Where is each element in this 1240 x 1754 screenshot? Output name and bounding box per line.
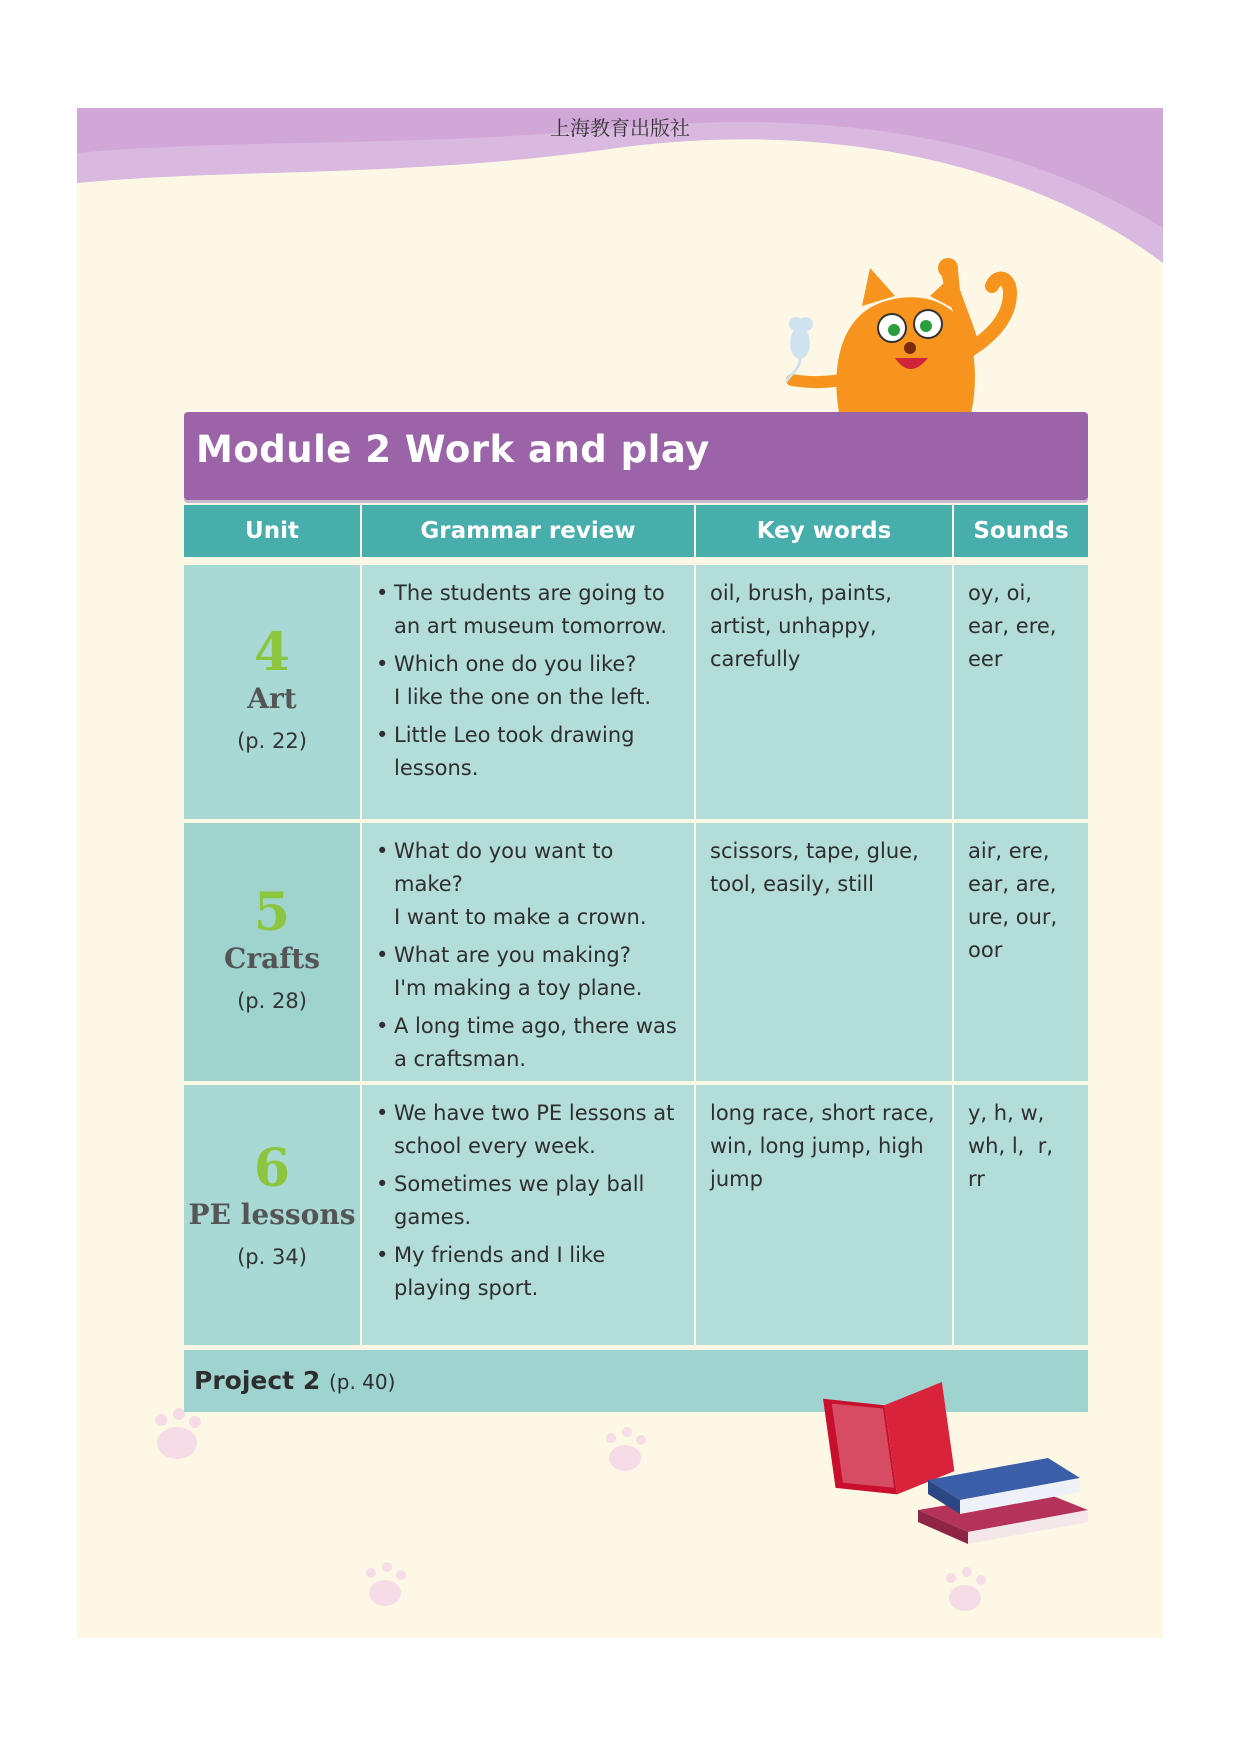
- grammar-line: games.: [394, 1205, 472, 1229]
- table-header-cell: Grammar review: [362, 505, 694, 557]
- grammar-item: [376, 648, 686, 714]
- unit-number: 4: [253, 622, 291, 683]
- module-header: [184, 412, 1088, 500]
- grammar-item: [376, 835, 686, 934]
- bullet-icon: •: [376, 581, 389, 605]
- bullet-icon: •: [376, 943, 389, 967]
- bullet-icon: •: [376, 723, 389, 747]
- table-header-cell: Sounds: [954, 505, 1088, 557]
- grammar-line: What are you making?: [394, 943, 631, 967]
- unit-name: PE lessons: [188, 1198, 356, 1231]
- key-words-cell: [696, 823, 952, 1081]
- key-words-cell: [696, 565, 952, 819]
- grammar-review-cell: [362, 823, 694, 1081]
- sounds-line: wh, l, r,: [968, 1134, 1054, 1158]
- paw-print-decoration: [357, 1553, 417, 1613]
- sounds-line: oor: [968, 938, 1003, 962]
- key-words-line: win, long jump, high: [710, 1134, 924, 1158]
- bullet-icon: •: [376, 1243, 389, 1267]
- sounds-line: ear, are,: [968, 872, 1057, 896]
- module-title: Module 2 Work and play: [196, 428, 710, 471]
- key-words-line: jump: [710, 1167, 763, 1191]
- unit-number: 5: [253, 882, 291, 943]
- publisher-name: 上海教育出版社: [550, 116, 690, 140]
- bullet-icon: •: [376, 839, 389, 863]
- bullet-icon: •: [376, 1172, 389, 1196]
- sounds-cell: [954, 823, 1088, 1081]
- grammar-line: The students are going to: [394, 581, 665, 605]
- unit-name: Art: [247, 682, 297, 715]
- key-words-line: oil, brush, paints,: [710, 581, 892, 605]
- grammar-line: My friends and I like: [394, 1243, 606, 1267]
- sounds-line: ure, our,: [968, 905, 1058, 929]
- grammar-line: make?: [394, 872, 463, 896]
- grammar-line: I like the one on the left.: [394, 685, 652, 709]
- sounds-line: eer: [968, 647, 1003, 671]
- grammar-line: playing sport.: [394, 1276, 539, 1300]
- grammar-item: [376, 939, 686, 1005]
- grammar-item: [376, 1239, 686, 1305]
- grammar-line: lessons.: [394, 756, 479, 780]
- key-words-line: scissors, tape, glue,: [710, 839, 919, 863]
- grammar-line: Which one do you like?: [394, 652, 637, 676]
- grammar-item: [376, 1097, 686, 1163]
- paw-print-decoration: [597, 1418, 657, 1478]
- sounds-line: oy, oi,: [968, 581, 1032, 605]
- grammar-item: [376, 719, 686, 785]
- grammar-line: We have two PE lessons at: [394, 1101, 675, 1125]
- grammar-line: school every week.: [394, 1134, 596, 1158]
- grammar-line: What do you want to: [394, 839, 614, 863]
- project-label: Project 2: [194, 1366, 321, 1395]
- grammar-line: A long time ago, there was: [394, 1014, 677, 1038]
- project-page: (p. 40): [328, 1370, 396, 1394]
- unit-cell: [184, 823, 360, 1081]
- sounds-cell: [954, 1085, 1088, 1345]
- key-words-line: carefully: [710, 647, 801, 671]
- bullet-icon: •: [376, 1014, 389, 1038]
- bullet-icon: •: [376, 1101, 389, 1125]
- grammar-line: a craftsman.: [394, 1047, 527, 1071]
- grammar-line: an art museum tomorrow.: [394, 614, 667, 638]
- unit-page: (p. 34): [237, 1245, 307, 1269]
- unit-cell: [184, 565, 360, 819]
- grammar-item: [376, 1168, 686, 1234]
- key-words-line: tool, easily, still: [710, 872, 874, 896]
- unit-cell: [184, 1085, 360, 1345]
- grammar-line: Sometimes we play ball: [394, 1172, 645, 1196]
- sounds-line: air, ere,: [968, 839, 1050, 863]
- grammar-line: Little Leo took drawing: [394, 723, 635, 747]
- books-illustration: [818, 1360, 1098, 1550]
- paw-print-decoration: [937, 1558, 997, 1618]
- grammar-line: I'm making a toy plane.: [394, 976, 643, 1000]
- grammar-review-cell: [362, 565, 694, 819]
- unit-number: 6: [253, 1138, 291, 1199]
- grammar-review-cell: [362, 1085, 694, 1345]
- key-words-line: artist, unhappy,: [710, 614, 877, 638]
- sounds-cell: [954, 565, 1088, 819]
- table-header-cell: Unit: [184, 505, 360, 557]
- grammar-item: [376, 577, 686, 643]
- grammar-line: I want to make a crown.: [394, 905, 647, 929]
- table-header-cell: Key words: [696, 505, 952, 557]
- unit-page: (p. 22): [237, 729, 307, 753]
- bullet-icon: •: [376, 652, 389, 676]
- grammar-item: [376, 1010, 686, 1076]
- key-words-cell: [696, 1085, 952, 1345]
- key-words-line: long race, short race,: [710, 1101, 935, 1125]
- unit-name: Crafts: [224, 942, 320, 975]
- cat-with-mouse-illustration: [770, 258, 1030, 418]
- sounds-line: y, h, w,: [968, 1101, 1045, 1125]
- unit-page: (p. 28): [237, 989, 307, 1013]
- sounds-line: ear, ere,: [968, 614, 1057, 638]
- sounds-line: rr: [968, 1167, 985, 1191]
